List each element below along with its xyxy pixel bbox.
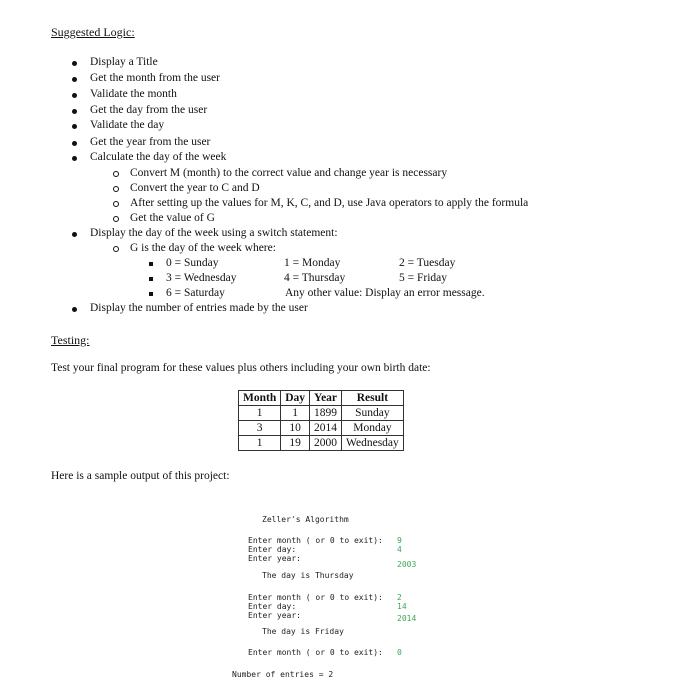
- circle-bullet-icon: [113, 171, 119, 177]
- circle-bullet-icon: [113, 186, 119, 192]
- bullet-icon: [72, 156, 77, 161]
- table-cell: Monday: [342, 421, 404, 436]
- logic-sub-item: Convert the year to C and D: [130, 182, 260, 194]
- logic-item: Display a Title: [90, 56, 158, 68]
- circle-bullet-icon: [113, 201, 119, 207]
- console-prompt-month: Enter month ( or 0 to exit):: [248, 536, 383, 545]
- table-cell: 1: [239, 406, 281, 421]
- table-row: [239, 436, 404, 451]
- console-prompt-year: Enter year:: [248, 611, 301, 620]
- table-cell: 1: [281, 406, 310, 421]
- table-header-row: [239, 391, 404, 406]
- console-prompt-year: Enter year:: [248, 554, 301, 563]
- mapping-cell: 0 = Sunday: [166, 257, 219, 269]
- bullet-icon: [72, 307, 77, 312]
- logic-switch-sub: G is the day of the week where:: [130, 242, 276, 254]
- logic-sub-item: Get the value of G: [130, 212, 215, 224]
- circle-bullet-icon: [113, 216, 119, 222]
- bullet-icon: [72, 109, 77, 114]
- console-result: The day is Friday: [262, 627, 344, 636]
- table-cell: 3: [239, 421, 281, 436]
- square-bullet-icon: [149, 262, 153, 266]
- table-row: [239, 421, 404, 436]
- console-input-day: 14: [397, 602, 407, 611]
- console-input-exit: 0: [397, 648, 402, 657]
- mapping-cell: 1 = Monday: [284, 257, 341, 269]
- logic-item: Validate the day: [90, 119, 165, 131]
- column-header: Day: [281, 391, 310, 406]
- bullet-icon: [72, 93, 77, 98]
- table-cell: 2000: [310, 436, 342, 451]
- logic-item: Get the year from the user: [90, 136, 211, 148]
- console-input-year: 2003: [397, 560, 417, 569]
- results-table: [238, 390, 404, 451]
- column-header: Month: [239, 391, 281, 406]
- mapping-cell: Any other value: Display an error message.: [285, 287, 485, 299]
- table-row: [239, 406, 404, 421]
- logic-item: Get the day from the user: [90, 104, 208, 116]
- table-cell: Sunday: [342, 406, 404, 421]
- logic-item-last: Display the number of entries made by the user: [90, 302, 308, 314]
- console-prompt-month: Enter month ( or 0 to exit):: [248, 648, 383, 657]
- column-header: Result: [342, 391, 404, 406]
- bullet-icon: [72, 232, 77, 237]
- table-cell: 1: [239, 436, 281, 451]
- table-cell: 1899: [310, 406, 342, 421]
- logic-item: Get the month from the user: [90, 72, 220, 84]
- sample-intro: Here is a sample output of this project:: [51, 470, 230, 482]
- circle-bullet-icon: [113, 246, 119, 252]
- table-cell: Wednesday: [342, 436, 404, 451]
- logic-sub-item: After setting up the values for M, K, C, and D, use Java operators to apply the formula: [130, 197, 529, 209]
- console-title: Zeller's Algorithm: [262, 515, 349, 524]
- square-bullet-icon: [149, 277, 153, 281]
- column-header: Year: [310, 391, 342, 406]
- logic-heading: Suggested Logic:: [51, 25, 135, 39]
- mapping-cell: 6 = Saturday: [166, 287, 225, 299]
- logic-item: Calculate the day of the week: [90, 151, 227, 163]
- table-cell: 19: [281, 436, 310, 451]
- console-prompt-month: Enter month ( or 0 to exit):: [248, 593, 383, 602]
- bullet-icon: [72, 141, 77, 146]
- mapping-cell: 4 = Thursday: [284, 272, 346, 284]
- console-input-month: 9: [397, 536, 402, 545]
- bullet-icon: [72, 61, 77, 66]
- console-prompt-day: Enter day:: [248, 545, 297, 554]
- mapping-cell: 5 = Friday: [399, 272, 448, 284]
- logic-sub-item: Convert M (month) to the correct value and change year is necessary: [130, 167, 448, 179]
- square-bullet-icon: [149, 292, 153, 296]
- console-prompt-day: Enter day:: [248, 602, 297, 611]
- console-input-month: 2: [397, 593, 402, 602]
- testing-heading: Testing:: [51, 333, 90, 347]
- table-cell: 2014: [310, 421, 342, 436]
- mapping-cell: 3 = Wednesday: [166, 272, 237, 284]
- logic-item: Validate the month: [90, 88, 177, 100]
- bullet-icon: [72, 77, 77, 82]
- bullet-icon: [72, 124, 77, 129]
- console-result: The day is Thursday: [262, 571, 354, 580]
- console-input-year: 2014: [397, 614, 417, 623]
- table-cell: 10: [281, 421, 310, 436]
- console-input-day: 4: [397, 545, 402, 554]
- mapping-cell: 2 = Tuesday: [399, 257, 456, 269]
- logic-item-switch: Display the day of the week using a switch statement:: [90, 227, 338, 239]
- testing-description: Test your final program for these values plus others including your own birth date:: [51, 362, 431, 374]
- console-entries: Number of entries = 2: [232, 670, 334, 679]
